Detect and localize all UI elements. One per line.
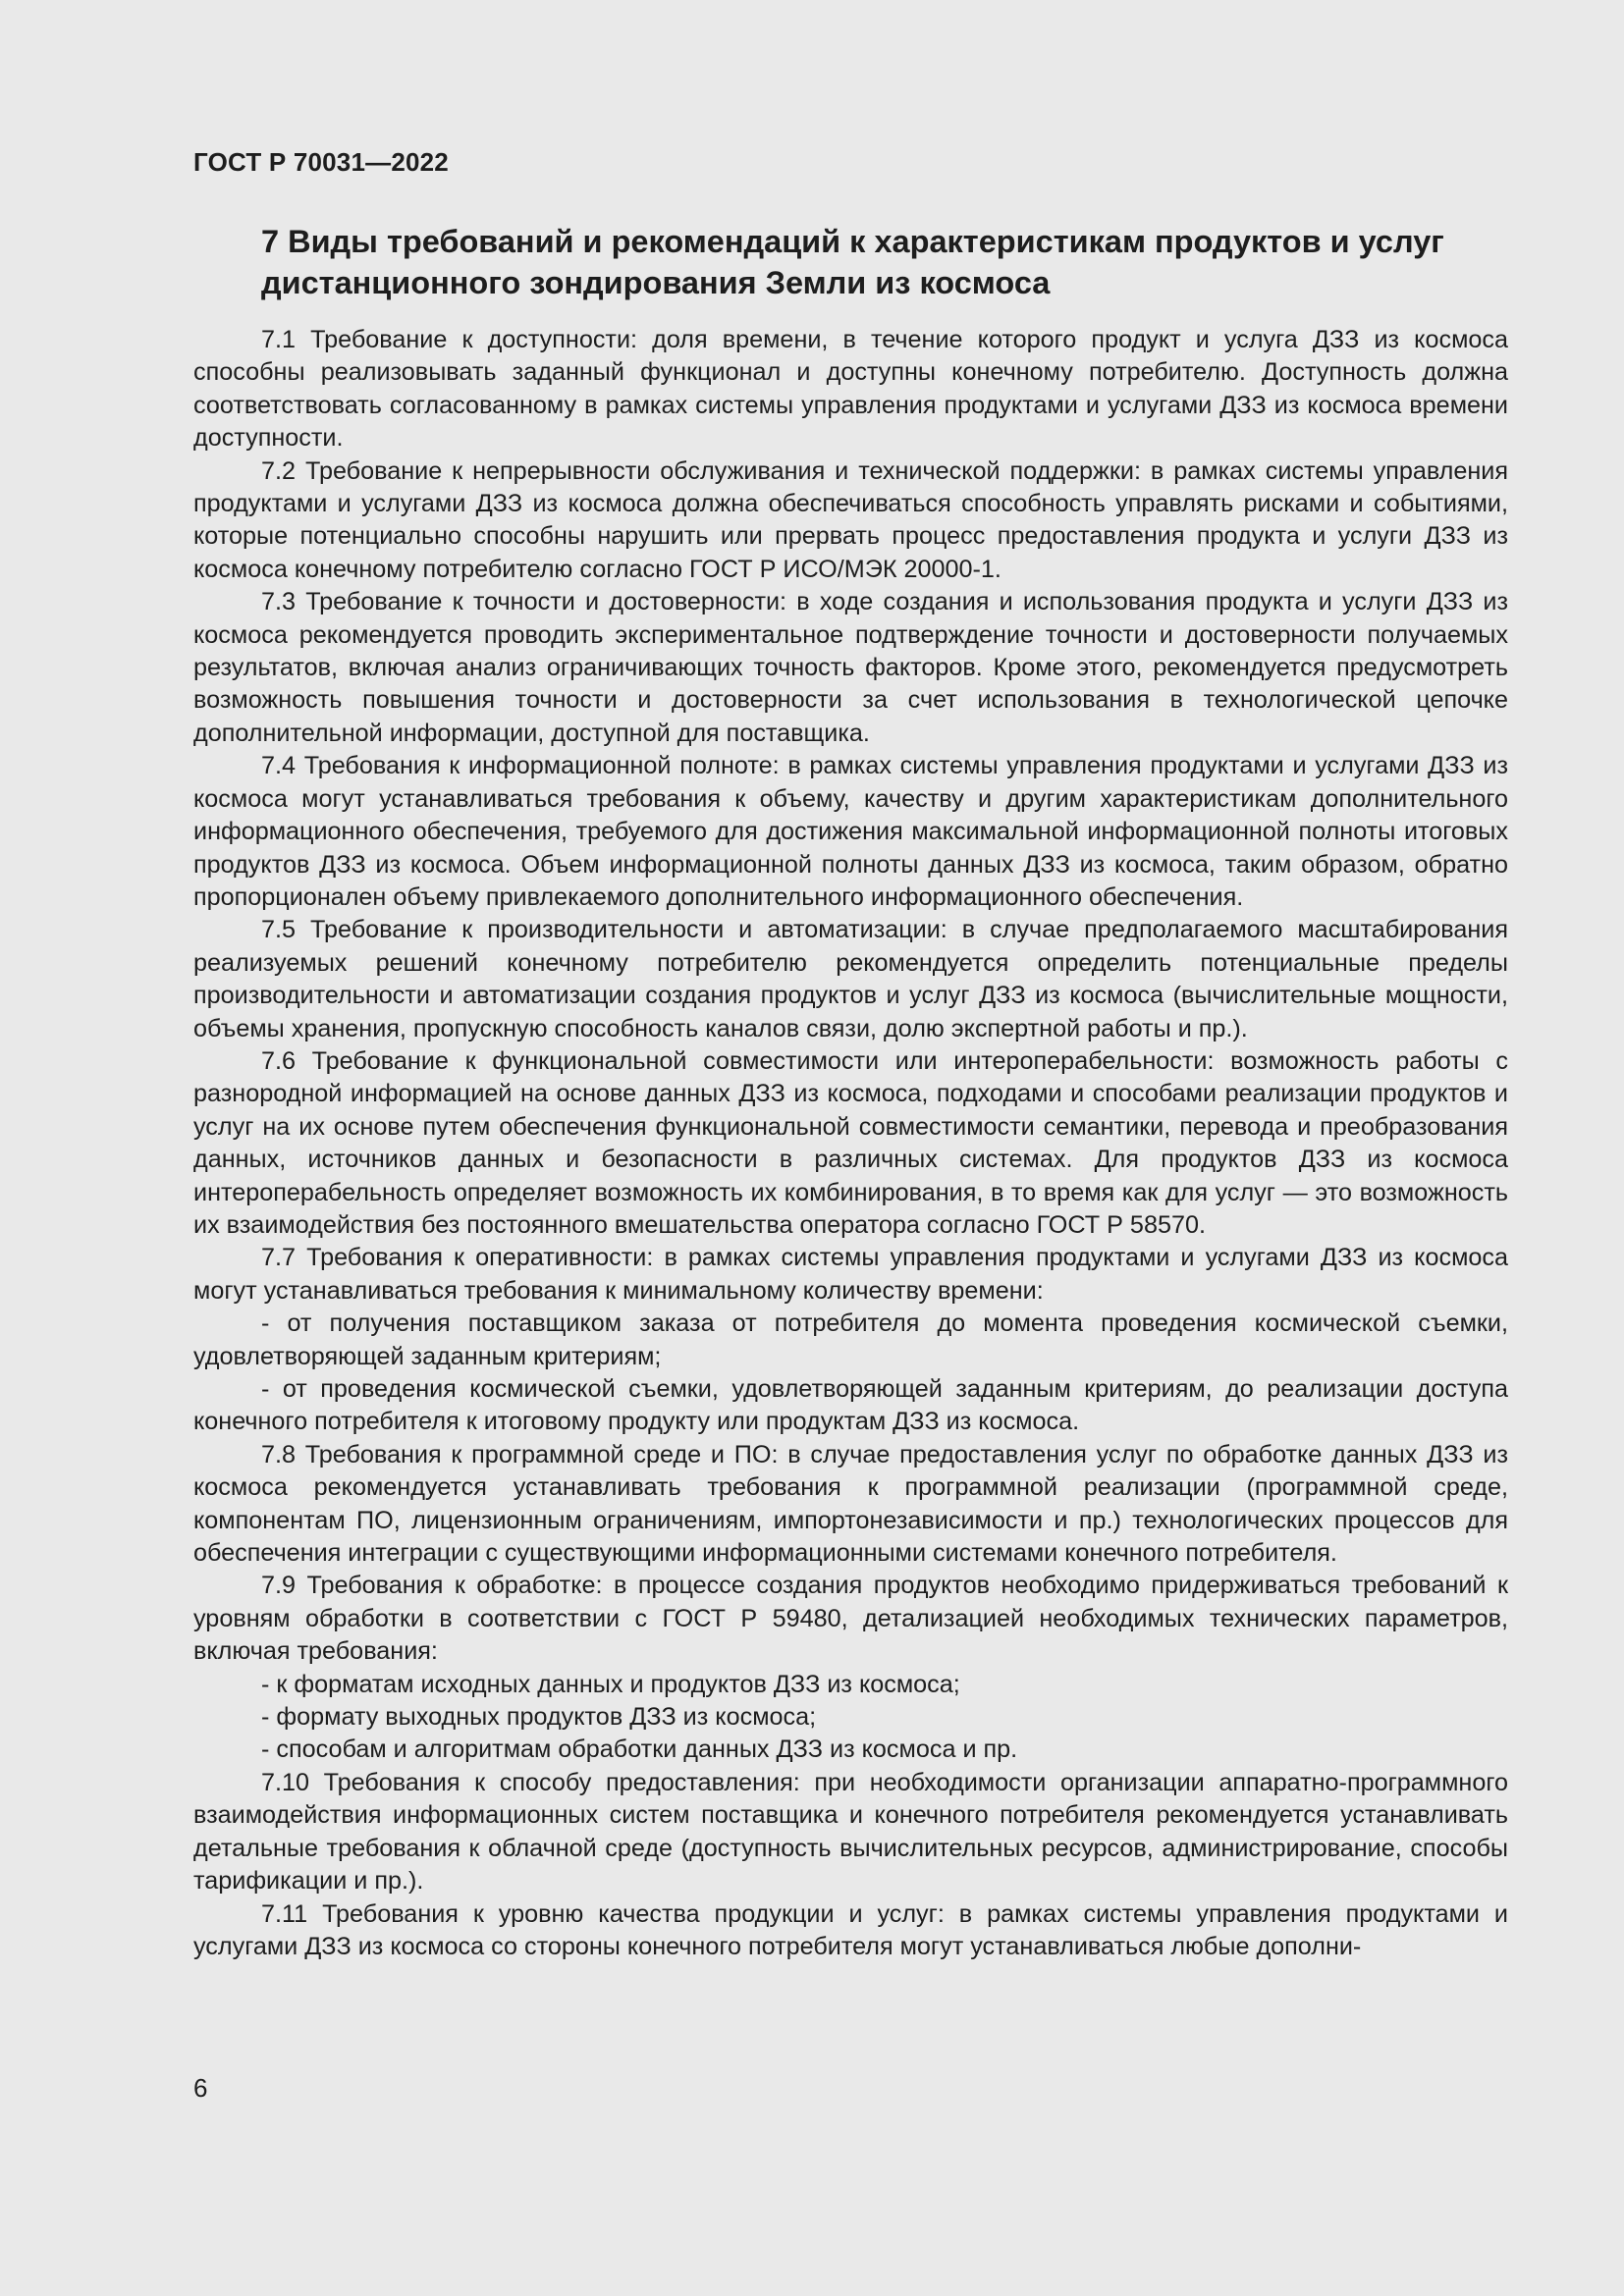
- paragraph-7-3: 7.3 Требование к точности и достоверности: в ходе создания и использования продукта и услуги ДЗЗ из космоса рекомендуется проводить экспериментальное подтверждение точности и достоверности получаемых результатов, включая анализ ограничивающих точность факторов. Кроме этого, рекомендуется предусмотреть возможность повышения точности и достоверности за счет использования в технологической цепочке дополнительной информации, доступной для поставщика.: [193, 588, 1508, 747]
- list-item-7-7-a: - от получения поставщиком заказа от потребителя до момента проведения космической съемки, удовлетворяющей заданным критериям;: [193, 1309, 1508, 1370]
- page-number: 6: [193, 2073, 208, 2103]
- paragraph-7-2: 7.2 Требование к непрерывности обслуживания и технической поддержки: в рамках системы управления продуктами и услугами ДЗЗ из космоса должна обеспечиваться способность управлять рисками и событиями, которые потенциально способны нарушить или прервать процесс предоставления продукта и услуги ДЗЗ из космоса конечному потребителю согласно ГОСТ Р ИСО/МЭК 20000-1.: [193, 456, 1508, 583]
- section-body: [193, 324, 1508, 1963]
- paragraph-7-10: 7.10 Требования к способу предоставления: при необходимости организации аппаратно-программного взаимодействия информационных систем поставщика и конечного потребителя рекомендуется устанавливать детальные требования к облачной среде (доступность вычислительных ресурсов, администрирование, способы тарификации и пр.).: [193, 1768, 1508, 1896]
- paragraph-7-5: 7.5 Требование к производительности и автоматизации: в случае предполагаемого масштабирования реализуемых решений конечному потребителю рекомендуется определить потенциальные пределы производительности и автоматизации создания продуктов и услуг ДЗЗ из космоса (вычислительные мощности, объемы хранения, пропускную способность каналов связи, долю экспертной работы и пр.).: [193, 916, 1508, 1042]
- paragraph-7-8: 7.8 Требования к программной среде и ПО: в случае предоставления услуг по обработке данных ДЗЗ из космоса рекомендуется устанавливать требования к программной реализации (программной среде, компонентам ПО, лицензионным ограничениям, импортонезависимости и пр.) технологических процессов для обеспечения интеграции с существующими информационными системами конечного потребителя.: [193, 1440, 1508, 1568]
- paragraph-7-11: 7.11 Требования к уровню качества продукции и услуг: в рамках системы управления продуктами и услугами ДЗЗ из космоса со стороны конечного потребителя могут устанавливаться любые дополни-: [193, 1899, 1508, 1960]
- paragraph-7-7: 7.7 Требования к оперативности: в рамках системы управления продуктами и услугами ДЗЗ из космоса могут устанавливаться требования к минимальному количеству времени:: [193, 1244, 1508, 1305]
- document-code: ГОСТ Р 70031—2022: [193, 147, 449, 177]
- list-item-7-7-b: - от проведения космической съемки, удовлетворяющей заданным критериям, до реализации доступа конечного потребителя к итоговому продукту или продуктам ДЗЗ из космоса.: [193, 1375, 1508, 1436]
- list-item-7-9-c: - способам и алгоритмам обработки данных ДЗЗ из космоса и пр.: [261, 1735, 1018, 1764]
- paragraph-7-1: 7.1 Требование к доступности: доля времени, в течение которого продукт и услуга ДЗЗ из космоса способны реализовывать заданный функционал и доступны конечному потребителю. Доступность должна соответствовать согласованному в рамках системы управления продуктами и услугами ДЗЗ из космоса времени доступности.: [193, 326, 1508, 453]
- list-item-7-9-b: - формату выходных продуктов ДЗЗ из космоса;: [261, 1703, 817, 1732]
- paragraph-7-9: 7.9 Требования к обработке: в процессе создания продуктов необходимо придерживаться требований к уровням обработки в соответствии с ГОСТ Р 59480, детализацией необходимых технических параметров, включая требования:: [193, 1572, 1508, 1666]
- section-title: 7 Виды требований и рекомендаций к характеристикам продуктов и услуг дистанционного зондирования Земли из космоса: [261, 224, 1444, 300]
- paragraph-7-4: 7.4 Требования к информационной полноте: в рамках системы управления продуктами и услугами ДЗЗ из космоса могут устанавливаться требования к объему, качеству и другим характеристикам дополнительного информационного обеспечения, требуемого для достижения максимальной информационной полноты итоговых продуктов ДЗЗ из космоса. Объем информационной полноты данных ДЗЗ из космоса, таким образом, обратно пропорционален объему привлекаемого дополнительного информационного обеспечения.: [193, 752, 1508, 911]
- list-item-7-9-a: - к форматам исходных данных и продуктов ДЗЗ из космоса;: [261, 1670, 960, 1698]
- paragraph-7-6: 7.6 Требование к функциональной совместимости или интероперабельности: возможность работы с разнородной информацией на основе данных ДЗЗ из космоса, подходами и способами реализации продуктов и услуг на их основе путем обеспечения функциональной совместимости семантики, перевода и преобразования данных, источников данных и безопасности в различных системах. Для продуктов ДЗЗ из космоса интероперабельность определяет возможность их комбинирования, в то время как для услуг — это возможность их взаимодействия без постоянного вмешательства оператора согласно ГОСТ Р 58570.: [193, 1046, 1508, 1239]
